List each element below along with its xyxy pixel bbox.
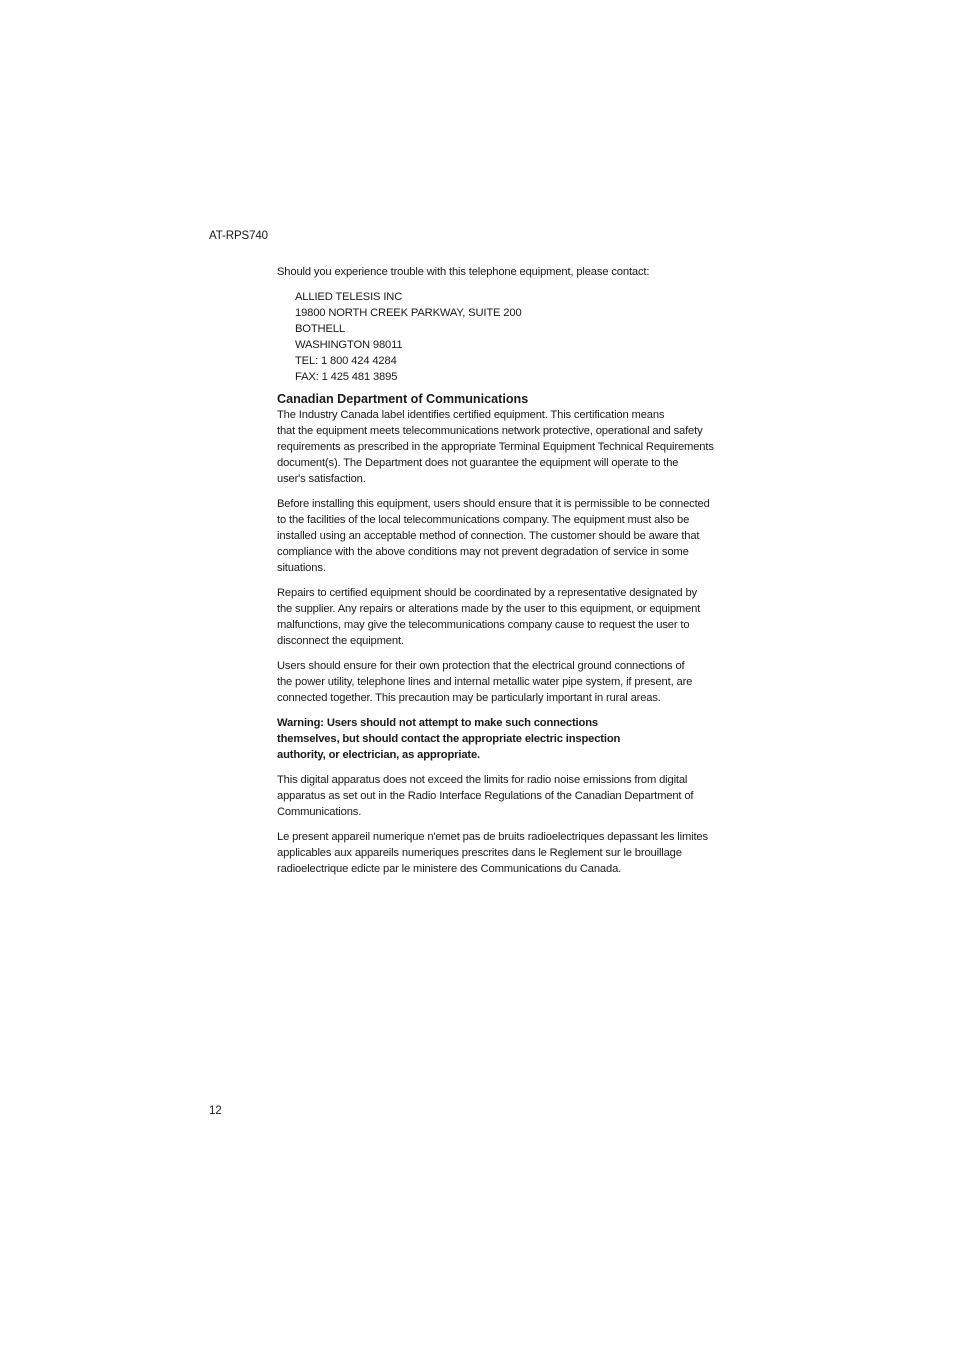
text-line: the power utility, telephone lines and internal metallic water pipe system, if present, are — [277, 676, 693, 688]
text-line: This digital apparatus does not exceed the limits for radio noise emissions from digital — [277, 774, 688, 786]
section-heading: Canadian Department of Communications — [277, 392, 529, 406]
text-line: disconnect the equipment. — [277, 635, 404, 647]
text-line: malfunctions, may give the telecommunications company cause to request the user to — [277, 619, 690, 631]
address-line: FAX: 1 425 481 3895 — [295, 371, 398, 383]
text-line: that the equipment meets telecommunications network protective, operational and safety — [277, 425, 703, 437]
text-line: Le present appareil numerique n'emet pas de bruits radioelectriques depassant les limites — [277, 831, 708, 843]
text-line: themselves, but should contact the appropriate electric inspection — [277, 733, 621, 745]
main-content — [277, 264, 752, 886]
text-line: the supplier. Any repairs or alterations made by the user to this equipment, or equipment — [277, 603, 701, 615]
text-line: user's satisfaction. — [277, 473, 366, 485]
page-number: 12 — [209, 1105, 222, 1117]
paragraph-radio-noise — [277, 772, 752, 820]
text-line: situations. — [277, 562, 326, 574]
warning-notice — [277, 715, 752, 763]
text-line: installed using an acceptable method of connection. The customer should be aware that — [277, 530, 700, 542]
paragraph-repairs — [277, 585, 752, 649]
text-line: requirements as prescribed in the appropriate Terminal Equipment Technical Requirements — [277, 441, 714, 453]
text-line: The Industry Canada label identifies certified equipment. This certification means — [277, 409, 665, 421]
text-line: Repairs to certified equipment should be coordinated by a representative designated by — [277, 587, 697, 599]
address-line: WASHINGTON 98011 — [295, 339, 403, 351]
address-line: BOTHELL — [295, 323, 345, 335]
text-line: apparatus as set out in the Radio Interface Regulations of the Canadian Department of — [277, 790, 694, 802]
paragraph-certification — [277, 407, 752, 487]
text-line: Before installing this equipment, users should ensure that it is permissible to be connected — [277, 498, 710, 510]
running-header: AT-RPS740 — [209, 230, 268, 242]
intro-paragraph: Should you experience trouble with this telephone equipment, please contact: — [277, 266, 650, 278]
text-line: Communications. — [277, 806, 362, 818]
paragraph-installation — [277, 496, 752, 576]
text-line: Users should ensure for their own protection that the electrical ground connections of — [277, 660, 685, 672]
text-line: document(s). The Department does not guarantee the equipment will operate to the — [277, 457, 679, 469]
address-line: TEL: 1 800 424 4284 — [295, 355, 397, 367]
text-line: authority, or electrician, as appropriate. — [277, 749, 481, 761]
text-line: applicables aux appareils numeriques prescrites dans le Reglement sur le brouillage — [277, 847, 682, 859]
paragraph-french-notice — [277, 829, 752, 877]
contact-address — [295, 289, 752, 385]
text-line: connected together. This precaution may be particularly important in rural areas. — [277, 692, 661, 704]
paragraph-grounding — [277, 658, 752, 706]
text-line: compliance with the above conditions may not prevent degradation of service in some — [277, 546, 689, 558]
address-line: 19800 NORTH CREEK PARKWAY, SUITE 200 — [295, 307, 522, 319]
text-line: to the facilities of the local telecommunications company. The equipment must also be — [277, 514, 690, 526]
text-line: radioelectrique edicte par le ministere des Communications du Canada. — [277, 863, 622, 875]
text-line: Warning: Users should not attempt to make such connections — [277, 717, 598, 729]
address-line: ALLIED TELESIS INC — [295, 291, 403, 303]
